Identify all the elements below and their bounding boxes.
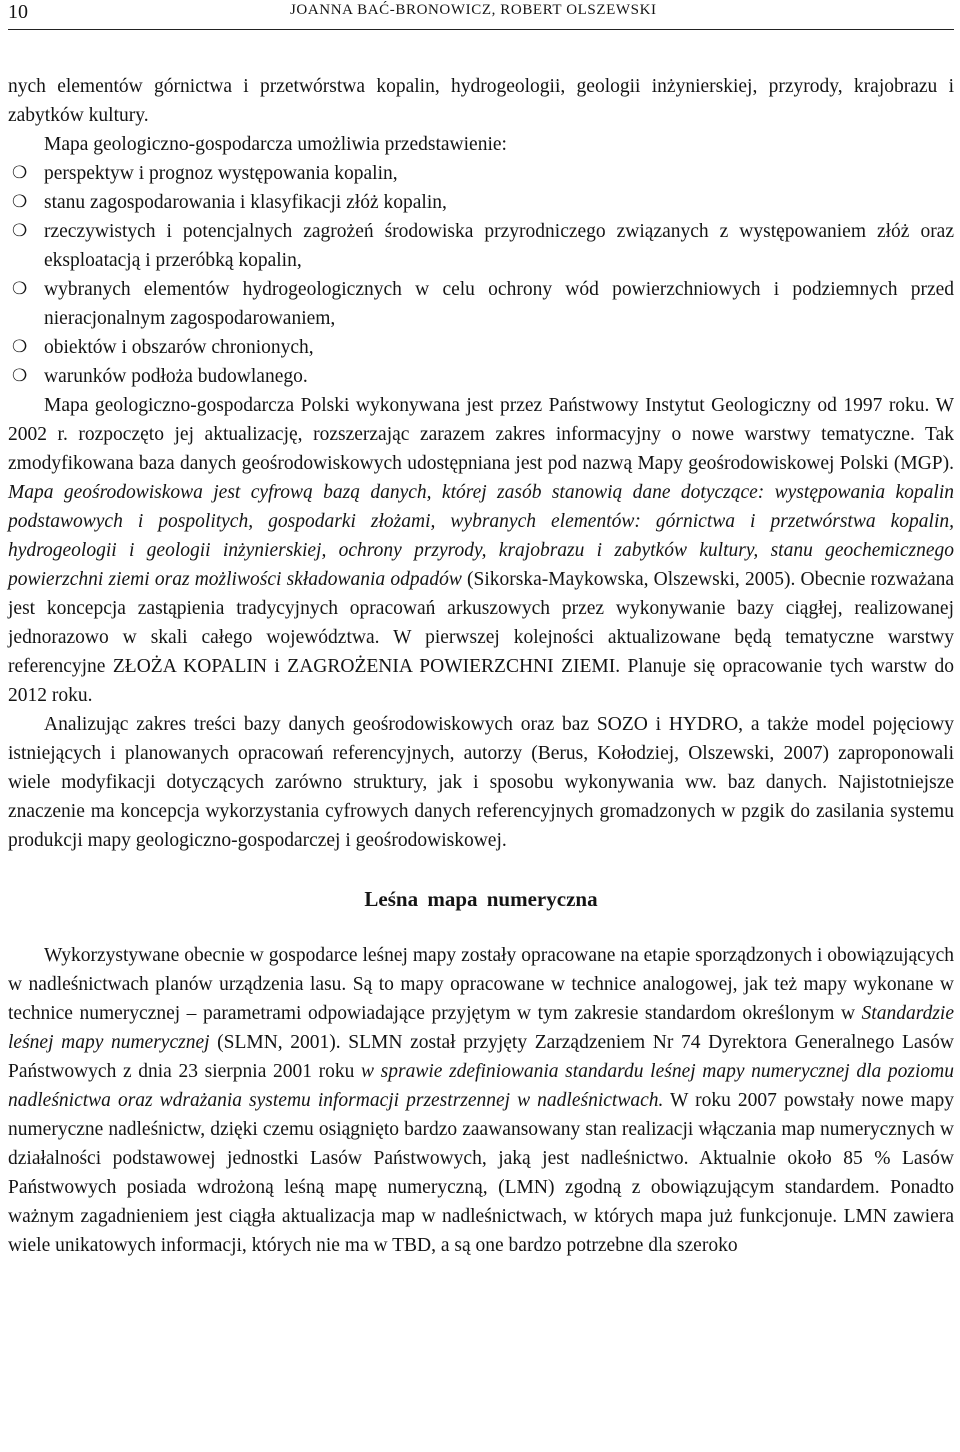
- paragraph-analysis: Analizując zakres treści bazy danych geośrodowiskowych oraz baz SOZO i HYDRO, a także model pojęciowy istniejących i planowanych opracowań referencyjnych, autorzy (Berus, Kołodziej, Olszewski, 2007) zaproponowali wiele modyfikacji dotyczących zarówno struktury, jak i sposobu wykonywania ww. baz danych. Najistotniejsze znaczenie ma koncepcja wykorzystania cyfrowych danych referencyjnych gromadzonych w pzgik do zasilania systemu produkcji mapy geologiczno-gospodarczej i geośrodowiskowej.: [8, 714, 954, 851]
- list-item: ❍ stanu zagospodarowania i klasyfikacji złóż kopalin,: [8, 188, 954, 217]
- italic-definition: Mapa geośrodowiskowa jest cyfrową bazą danych, której zasób stanowią dane dotyczące: występowania kopalin podstawowych i pospolitych, gospodarki złożami, wybranych elementów: górnictwa i przetwórstwa kopalin, hydrogeologii i geologii inżynierskiej, ochrony przyrody, krajobrazu i zabytków kultury, stanu geochemicznego powierzchni ziemi oraz możliwości składowania odpadów: [8, 482, 954, 590]
- bullet-icon: ❍: [12, 279, 28, 299]
- list-item: ❍ perspektyw i prognoz występowania kopalin,: [8, 159, 954, 188]
- bullet-icon: ❍: [12, 192, 28, 212]
- bullet-icon: ❍: [12, 337, 28, 357]
- italic-standard-title: Standardzie leśnej mapy numerycznej: [8, 1003, 954, 1053]
- running-head: JOANNA BAĆ-BRONOWICZ, ROBERT OLSZEWSKI: [290, 2, 657, 18]
- bullet-icon: ❍: [12, 221, 28, 241]
- list-item: ❍ wybranych elementów hydrogeologicznych w celu ochrony wód powierzchniowych i podziemnych przed nieracjonalnym zagospodarowaniem,: [8, 275, 954, 333]
- paragraph-continuation: nych elementów górnictwa i przetwórstwa kopalin, hydrogeologii, geologii inżynierskiej, przyrody, krajobrazu i zabytków kultury.: [8, 76, 954, 126]
- page-number: 10: [8, 1, 28, 23]
- paragraph-forest-map: Wykorzystywane obecnie w gospodarce leśnej mapy zostały opracowane na etapie sporządzonych i obowiązujących w nadleśnictwach planów urządzenia lasu. Są to mapy opracowane w technice analogowej, jak też mapy wykonane w technice numerycznej – parametrami odpowiadające przyjętym w tym zakresie standardom określonym w Standardzie leśnej mapy numerycznej (SLMN, 2001). SLMN został przyjęty Zarządzeniem Nr 74 Dyrektora Generalnego Lasów Państwowych z dnia 23 sierpnia 2001 roku w sprawie zdefiniowania standardu leśnej mapy numerycznej dla poziomu nadleśnictwa oraz wdrażania systemu informacji przestrzennej w nadleśnictwach. W roku 2007 powstały nowe mapy numeryczne nadleśnictw, dzięki czemu osiągnięto bardzo zaawansowany stan realizacji włączania map numerycznych w działalności podstawowej jednostki Lasów Państwowych, jaką jest nadleśnictwo. Aktualnie około 85 % Lasów Państwowych posiada wdrożoną leśną mapę numeryczną, (LMN) zgodną z obowiązującym standardem. Ponadto ważnym zagadnieniem jest ciągła aktualizacja map w nadleśnictwach, w których mapa już funkcjonuje. LMN zawiera wiele unikatowych informacji, których nie ma w TBD, a są one bardzo potrzebne dla szeroko: [8, 945, 955, 1256]
- bullet-icon: ❍: [12, 163, 28, 183]
- page-header: [8, 0, 954, 30]
- list-item: ❍ rzeczywistych i potencjalnych zagrożeń środowiska przyrodniczego związanych z występowaniem złóż oraz eksploatacją i przeróbką kopalin,: [8, 217, 954, 275]
- list-item: ❍ obiektów i obszarów chronionych,: [8, 333, 954, 362]
- italic-regulation-title: w sprawie zdefiniowania standardu leśnej mapy numerycznej dla poziomu nadleśnictwa oraz wdrażania systemu informacji przestrzennej w nadleśnictwach.: [8, 1061, 954, 1111]
- bullet-list: [8, 159, 954, 391]
- section-heading: Leśna mapa numeryczna: [364, 887, 598, 911]
- list-item: ❍ warunków podłoża budowlanego.: [8, 362, 954, 391]
- body-text: [8, 72, 954, 1260]
- paragraph-list-intro: Mapa geologiczno-gospodarcza umożliwia przedstawienie:: [44, 134, 507, 155]
- bullet-icon: ❍: [12, 366, 28, 386]
- paragraph-mgp: Mapa geologiczno-gospodarcza Polski wykonywana jest przez Państwowy Instytut Geologiczny od 1997 roku. W 2002 r. rozpoczęto jej aktualizację, rozszerzając zarazem zakres informacyjny o nowe warstwy tematyczne. Tak zmodyfikowana baza danych geośrodowiskowych udostępniana jest pod nazwą Mapy geośrodowiskowej Polski (MGP). Mapa geośrodowiskowa jest cyfrową bazą danych, której zasób stanowią dane dotyczące: występowania kopalin podstawowych i pospolitych, gospodarki złożami, wybranych elementów: górnictwa i przetwórstwa kopalin, hydrogeologii i geologii inżynierskiej, ochrony przyrody, krajobrazu i zabytków kultury, stanu geochemicznego powierzchni ziemi oraz możliwości składowania odpadów (Sikorska-Maykowska, Olszewski, 2005). Obecnie rozważana jest koncepcja zastąpienia tradycyjnych opracowań arkuszowych przez wykonywanie bazy ciągłej, realizowanej jednorazowo w skali całego województwa. W pierwszej kolejności aktualizowane będą tematyczne warstwy referencyjne ZŁOŻA KOPALIN i ZAGROŻENIA POWIERZCHNI ZIEMI. Planuje się opracowanie tych warstw do 2012 roku.: [8, 395, 955, 706]
